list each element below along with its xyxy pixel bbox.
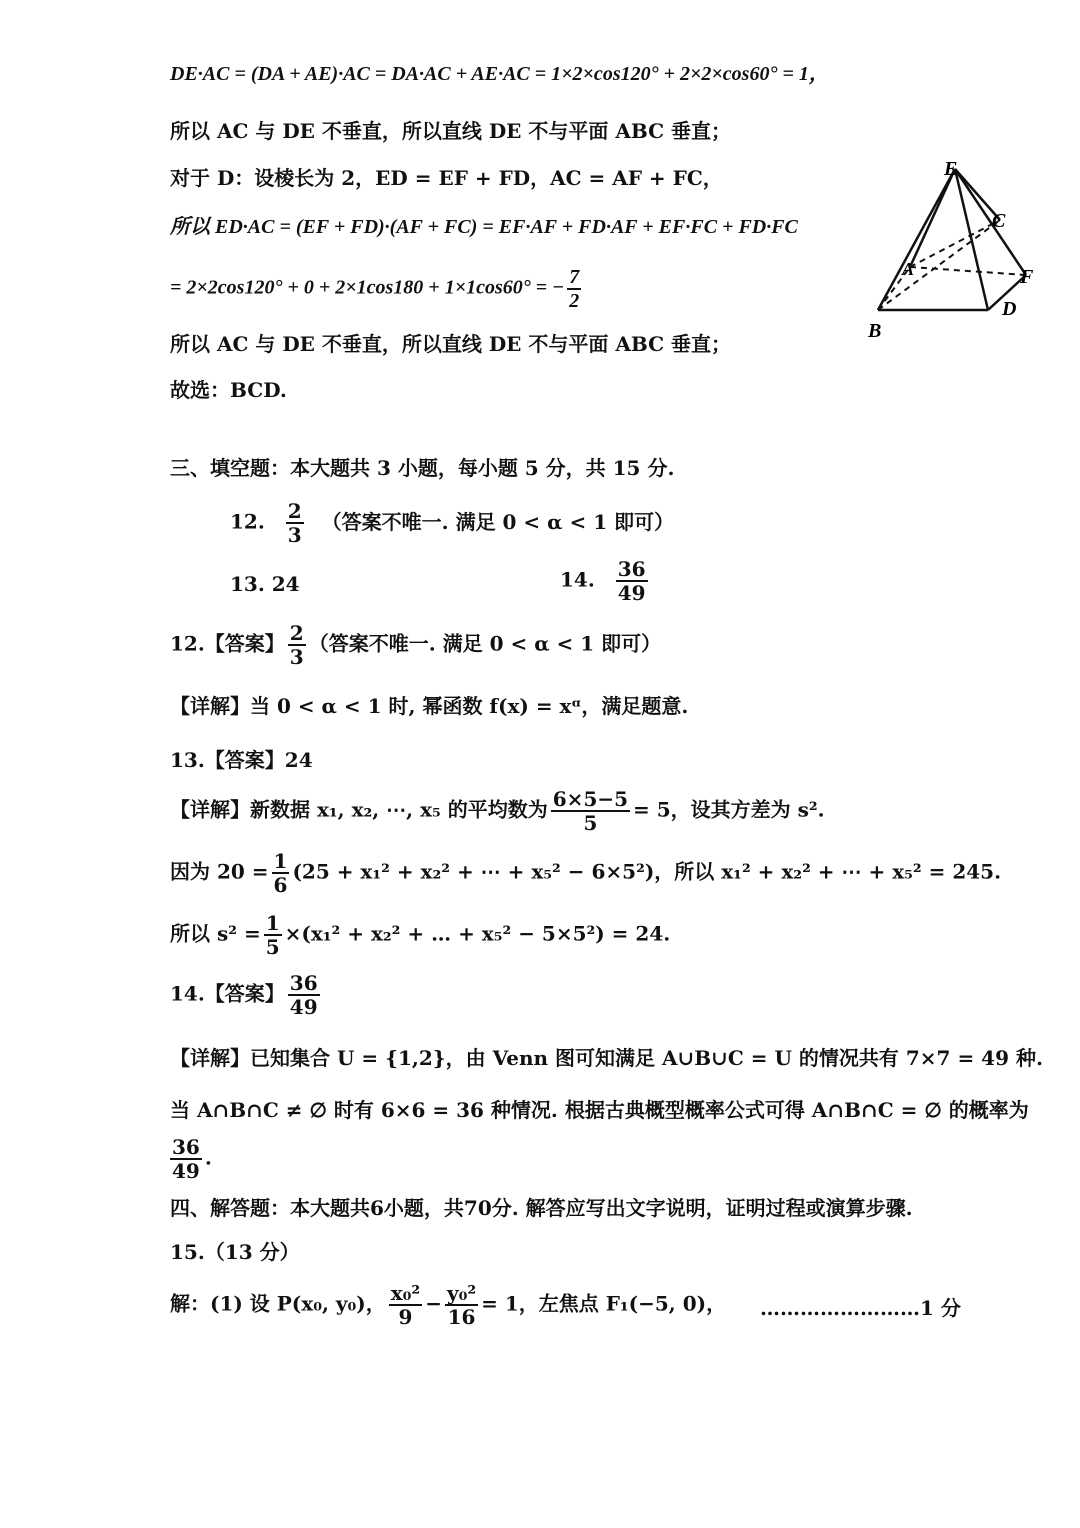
question-13-detail-3: 所以 s² = $\frac{1}{5}$ ×(x₁² + x₂² + … + x₅² − 5×5²) = 24. — [170, 911, 671, 959]
conclusion-line-1: 所以 AC 与 DE 不垂直，所以直线 DE 不与平面 ABC 垂直； — [170, 119, 732, 143]
label-d: D — [1002, 298, 1017, 320]
dot-product-result-line — [170, 266, 584, 312]
question-14-detail-1: 【详解】已知集合 U = {1,2}，由 Venn 图可知满足 A∪B∪C = U 的情况共有 7×7 = 49 种. — [170, 1046, 1043, 1070]
vector-equation-line: DE·AC = (DA + AE)·AC = DA·AC + AE·AC = 1×2×cos120° + 2×2×cos60° = 1， — [170, 63, 829, 85]
question-12-answer: 12.【答案】 $\frac{2}{3}$ （答案不唯一. 满足 0 < α < 1 即可） — [170, 621, 662, 669]
label-f: F — [1020, 266, 1034, 288]
question-13-answer: 13.【答案】24 — [170, 748, 313, 772]
question-14-answer: 14.【答案】 $\frac{36}{49}$ — [170, 971, 318, 1019]
question-13-detail-2: 因为 20 = $\frac{1}{6}$ (25 + x₁² + x₂² + ⋯ + x₅² − 6×5²)，所以 x₁² + x₂² + ⋯ + x₅² = 245. — [170, 849, 1002, 897]
result-fraction: $\frac{7}{2}$ — [569, 266, 580, 312]
label-e: E — [944, 158, 958, 180]
hidden-edge-af — [910, 267, 1026, 275]
label-c: C — [992, 210, 1006, 232]
result-expression: = 2×2cos120° + 0 + 2×1cos180 + 1×1cos60° = − — [170, 276, 565, 299]
question-15-solution-line: 解：(1) 设 P(x₀, y₀)， $\frac{\text{x₀²}}{9}$ − $\frac{\text{y₀²}}{16}$ = 1，左焦点 F₁(−5, 0)， — [170, 1281, 727, 1329]
dot-product-expansion-line: 所以 ED·AC = (EF + FD)·(AF + FC) = EF·AF + FD·AF + EF·FC + FD·FC — [170, 216, 798, 238]
section-4-heading: 四、解答题：本大题共6小题，共70分. 解答应写出文字说明，证明过程或演算步骤. — [170, 1196, 913, 1220]
question-12-detail: 【详解】当 0 < α < 1 时, 幂函数 f(x) = xᵅ，满足题意. — [170, 694, 689, 718]
edge-ed — [955, 169, 988, 310]
section-3-heading: 三、填空题：本大题共 3 小题，每小题 5 分，共 15 分. — [170, 456, 675, 480]
answer-12-summary: 12. $\frac{2}{3}$ （答案不唯一. 满足 0 < α < 1 即可） — [230, 499, 675, 547]
edge-ea — [910, 169, 955, 267]
answer-13-summary: 13. 24 — [230, 572, 300, 596]
hidden-edge-bc — [878, 220, 1000, 310]
label-b: B — [868, 320, 882, 342]
pyramid-figure — [868, 155, 1048, 345]
question-14-detail-2: 当 A∩B∩C ≠ ∅ 时有 6×6 = 36 种情况. 根据古典概型概率公式可得 A∩B∩C = ∅ 的概率为 — [170, 1098, 1029, 1122]
edge-eb — [878, 169, 955, 310]
answer-14-summary: 14. $\frac{36}{49}$ — [560, 557, 646, 605]
answer-choice-line: 故选：BCD. — [170, 378, 287, 402]
label-a: A — [902, 259, 915, 279]
question-15-heading: 15.（13 分） — [170, 1240, 300, 1264]
option-d-line: 对于 D：设棱长为 2，ED = EF + FD，AC = AF + FC， — [170, 166, 723, 190]
conclusion-line-2: 所以 AC 与 DE 不垂直，所以直线 DE 不与平面 ABC 垂直； — [170, 332, 732, 356]
question-14-detail-3: $\frac{36}{49}$ . — [172, 1135, 212, 1183]
edge-ef — [955, 169, 1026, 275]
question-13-detail-1: 【详解】新数据 x₁, x₂, ⋯, x₅ 的平均数为 $\frac{6\times 5-5}{5}$ = 5，设其方差为 s². — [170, 787, 825, 835]
score-indicator: ……………………1 分 — [760, 1296, 961, 1320]
